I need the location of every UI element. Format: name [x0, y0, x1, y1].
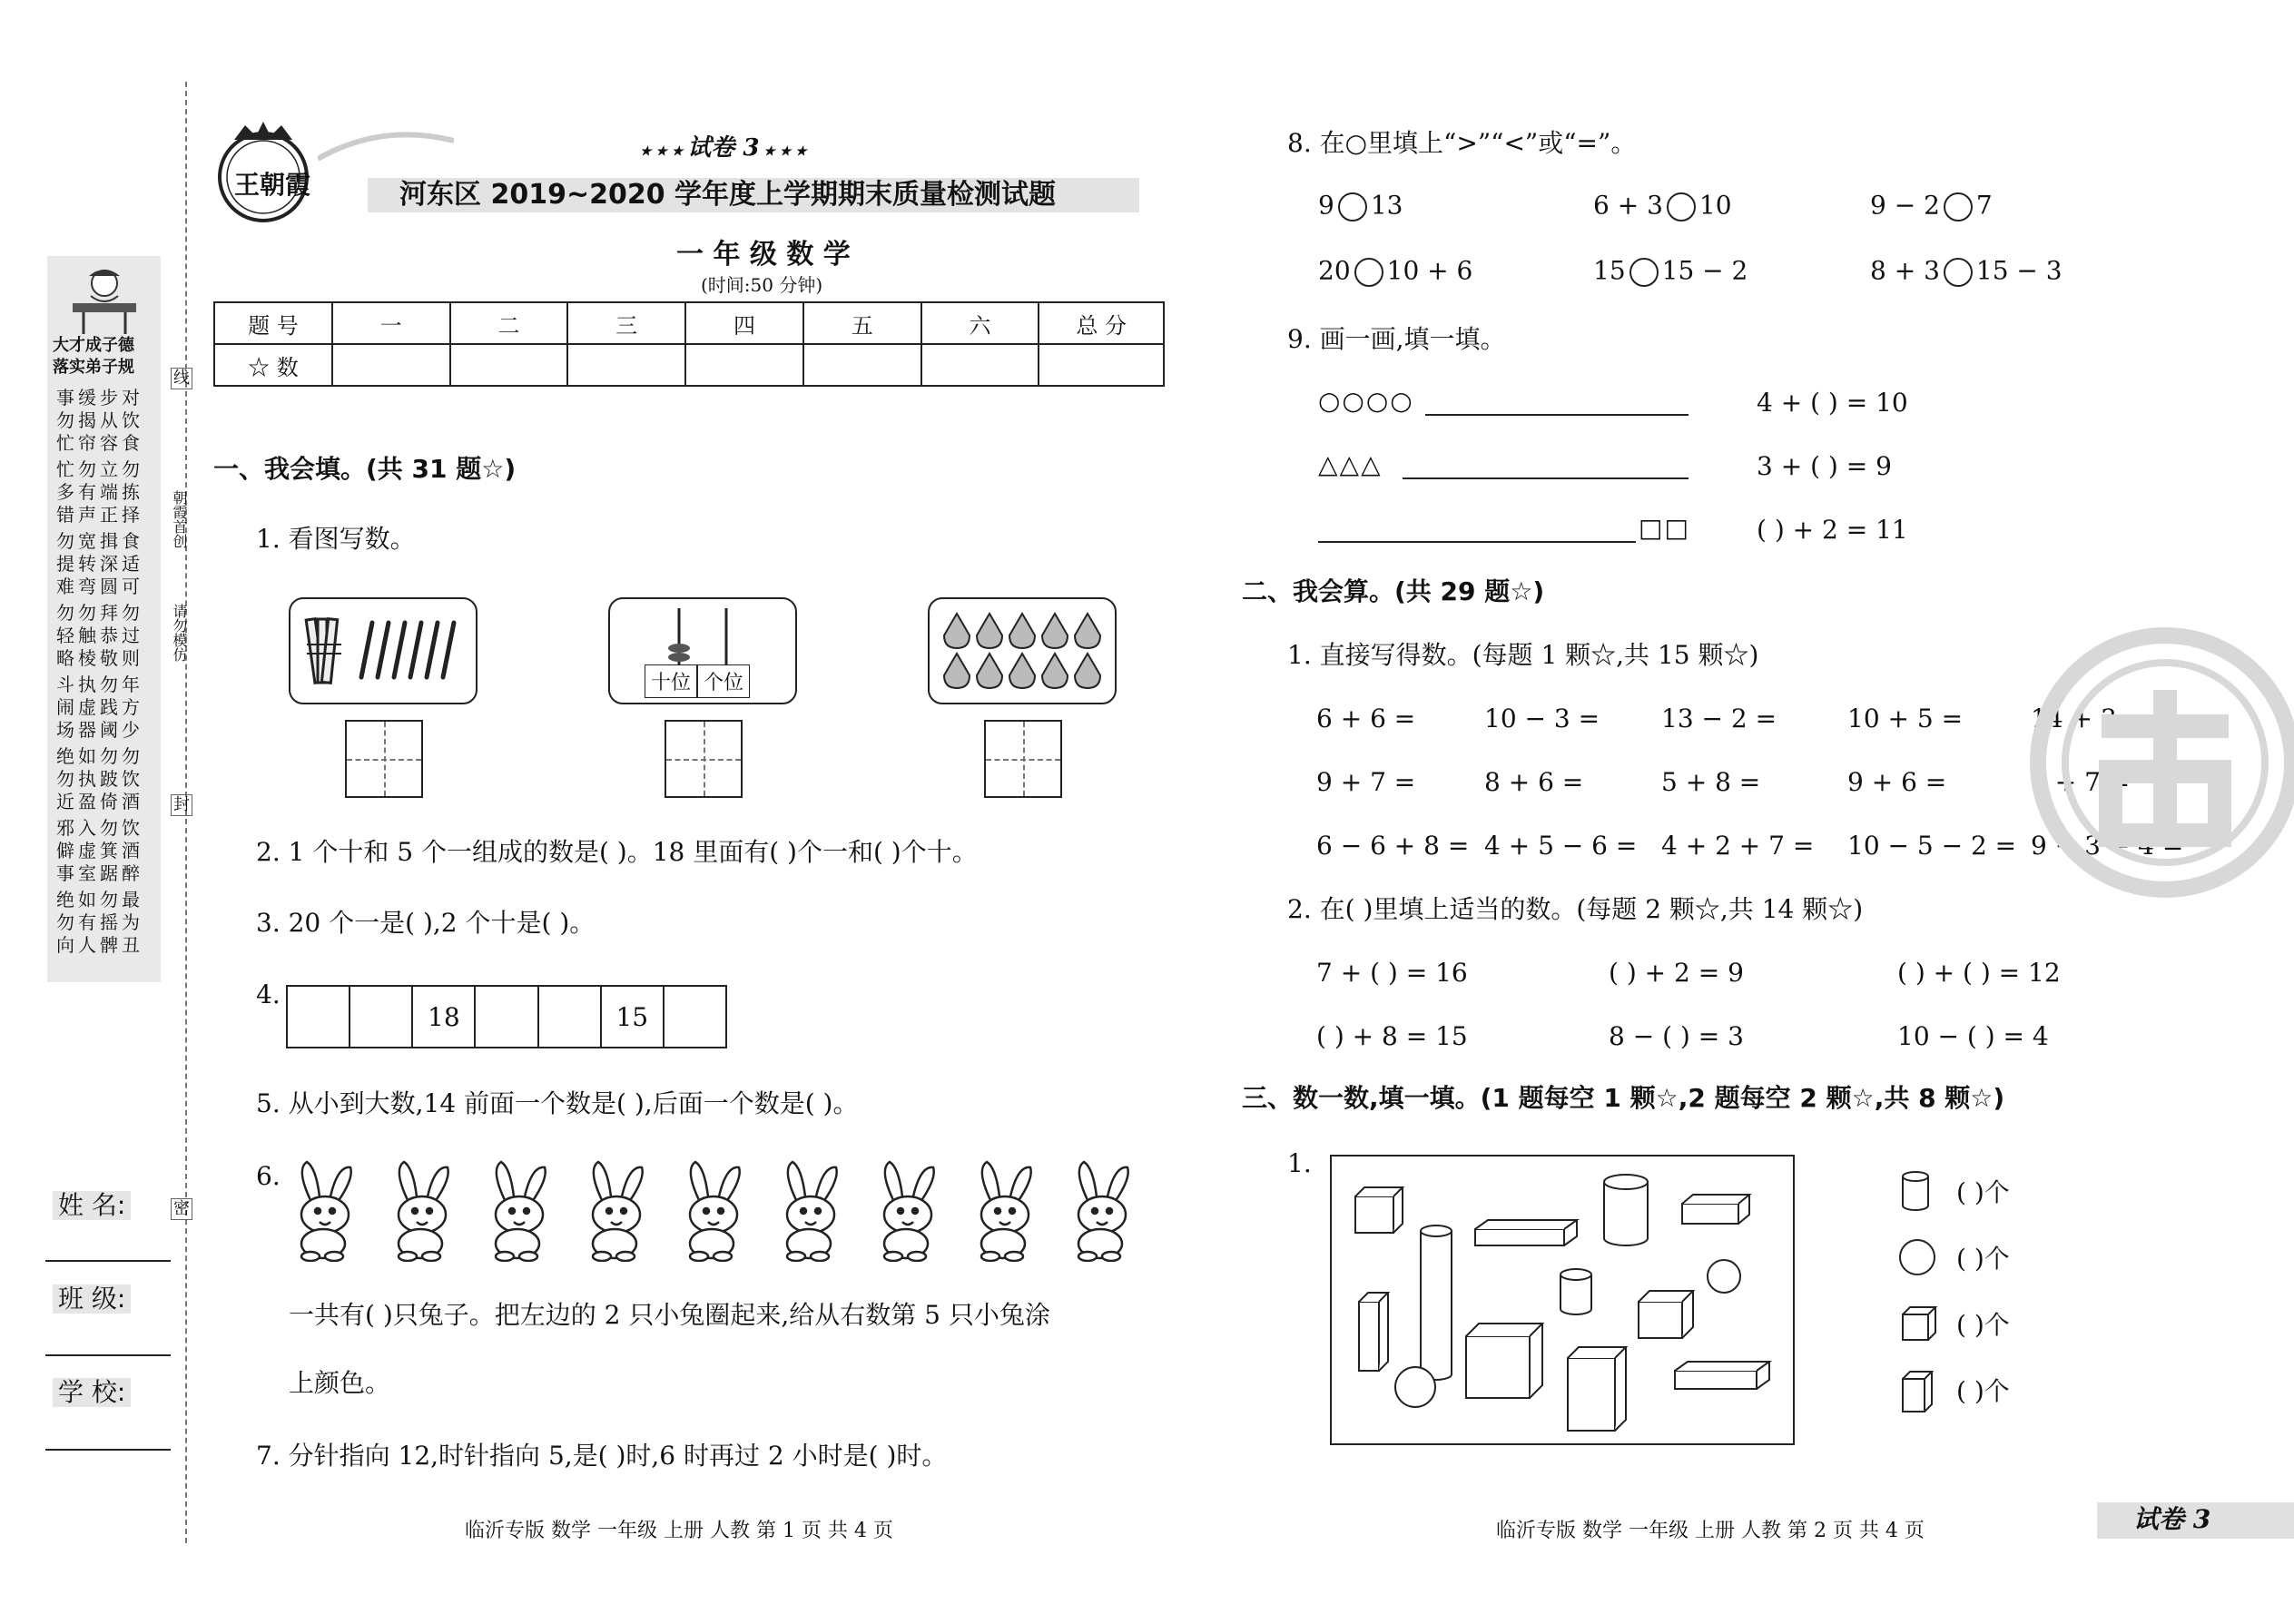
- compare-left: 9: [1318, 190, 1334, 221]
- sequence-blank-cell[interactable]: [665, 987, 725, 1047]
- sequence-blank-cell[interactable]: [539, 987, 602, 1047]
- score-stars-cell[interactable]: [803, 344, 921, 386]
- calc-item[interactable]: 3 + 7 =: [2031, 767, 2131, 797]
- seal-mi: 密: [171, 1198, 192, 1220]
- section-1-heading: 一、我会填。(共 31 题☆): [213, 454, 517, 484]
- logo-text: 王朝霞: [234, 170, 311, 200]
- q9-equation-2: 3 + ( ) = 9: [1757, 451, 1892, 481]
- score-stars-cell[interactable]: [685, 344, 803, 386]
- score-stars-cell[interactable]: [1039, 344, 1164, 386]
- sequence-blank-cell[interactable]: [476, 987, 538, 1047]
- sequence-blank-cell[interactable]: [350, 987, 413, 1047]
- compare-circle[interactable]: [1629, 258, 1659, 287]
- sidebar-precept-line: 事缓步对: [56, 387, 143, 408]
- score-header-cell: 总 分: [1039, 302, 1164, 344]
- sidebar-precept-line: 僻虚箕酒: [56, 840, 143, 861]
- rabbit-row: [283, 1160, 1155, 1262]
- count-label: 1.: [1287, 1148, 1312, 1178]
- q6-text-line1: 一共有( )只兔子。把左边的 2 只小兔圈起来,给从右数第 5 只小兔涂: [289, 1300, 1050, 1330]
- calc-item[interactable]: 9 − 3 + 4 =: [2031, 831, 2184, 861]
- fill-item[interactable]: ( ) + 8 = 15: [1316, 1021, 1468, 1051]
- calc-item[interactable]: 10 + 5 =: [1847, 704, 1964, 733]
- answer-box-3[interactable]: [984, 720, 1062, 798]
- sidebar-precept-line: 闹虚践方: [56, 696, 143, 718]
- sequence-cell: 18: [413, 987, 476, 1047]
- count-answer[interactable]: ( )个: [1956, 1244, 2010, 1274]
- sidebar-precept-line: 错声正择: [56, 504, 143, 526]
- calc-item[interactable]: 13 − 2 =: [1661, 704, 1777, 733]
- compare-left: 8 + 3: [1870, 255, 1940, 286]
- q6-text-line2: 上颜色。: [289, 1368, 391, 1398]
- calc-item[interactable]: 10 − 3 =: [1484, 704, 1600, 733]
- q3-text: 3. 20 个一是( ),2 个十是( )。: [256, 908, 596, 938]
- sidebar-precept-line: 绝如勿勿: [56, 745, 143, 767]
- count-answer[interactable]: ( )个: [1956, 1310, 2010, 1340]
- school-field[interactable]: [45, 1449, 171, 1451]
- q7-text: 7. 分针指向 12,时针指向 5,是( )时,6 时再过 2 小时是( )时。: [256, 1441, 948, 1471]
- calc-item[interactable]: 6 + 6 =: [1316, 704, 1416, 733]
- class-field[interactable]: [45, 1354, 171, 1356]
- school-label: 学 校:: [53, 1378, 131, 1407]
- compare-circle[interactable]: [1354, 258, 1383, 287]
- fill-item[interactable]: 7 + ( ) = 16: [1316, 958, 1468, 988]
- exam-title: 河东区 2019~2020 学年度上学期期末质量检测试题: [399, 179, 1057, 211]
- corner-series-label: 试卷 3: [2133, 1504, 2211, 1534]
- calc-item[interactable]: 9 + 6 =: [1847, 767, 1947, 797]
- compare-item: [1318, 255, 1473, 287]
- compare-left: 9 − 2: [1870, 190, 1940, 221]
- q4-label: 4.: [256, 979, 281, 1009]
- sidebar-precept-line: 轻触恭过: [56, 625, 143, 646]
- sidebar-precept-line: 多有端拣: [56, 481, 143, 503]
- q9-draw-line-2[interactable]: [1403, 477, 1689, 479]
- q9-triangles: △△△: [1318, 449, 1383, 479]
- score-header-cell: 五: [803, 302, 921, 344]
- sidebar-precept-line: 勿有摇为: [56, 911, 143, 933]
- sidebar-banner-1: 大才成子德: [53, 336, 134, 355]
- rabbit-icon[interactable]: [866, 1160, 953, 1262]
- compare-right: 15 − 3: [1975, 255, 2063, 286]
- sidebar-precept-line: 忙帘容食: [56, 432, 143, 454]
- sidebar-precept-line: 事室踞醉: [56, 862, 143, 884]
- compare-circle[interactable]: [1338, 192, 1367, 221]
- series-label: ★ ★ ★ 试卷 3 ★ ★ ★: [640, 134, 807, 162]
- score-header-cell: 三: [567, 302, 685, 344]
- compare-circle[interactable]: [1667, 192, 1696, 221]
- sidebar-precept-line: 场器阈少: [56, 719, 143, 741]
- calc-prompt: 1. 直接写得数。(每题 1 颗☆,共 15 颗☆): [1287, 640, 1759, 670]
- cube-icon: [1899, 1302, 1939, 1347]
- cylinder-icon: [1899, 1169, 1939, 1215]
- picture-pears: [928, 597, 1117, 704]
- compare-item: [1593, 192, 1732, 221]
- rabbit-icon[interactable]: [380, 1160, 468, 1262]
- sidebar-precept-line: 勿宽揖食: [56, 530, 143, 552]
- compare-left: 15: [1593, 255, 1626, 286]
- fill-item[interactable]: 10 − ( ) = 4: [1897, 1021, 2049, 1051]
- compare-item: [1318, 192, 1403, 221]
- compare-circle[interactable]: [1944, 192, 1973, 221]
- seal-xian: 线: [171, 368, 192, 389]
- sidebar-precept-line: 向人髀丑: [56, 934, 143, 956]
- score-table-stars-row: [214, 344, 1164, 386]
- picture-sticks: [289, 597, 478, 704]
- q9-equation-1: 4 + ( ) = 10: [1757, 388, 1908, 418]
- compare-item: [1593, 255, 1748, 287]
- class-label: 班 级:: [53, 1284, 131, 1314]
- score-table: [213, 301, 1165, 387]
- q9-draw-line-3[interactable]: [1318, 541, 1636, 543]
- q6-label: 6.: [256, 1161, 281, 1191]
- compare-left: 20: [1318, 255, 1351, 286]
- count-answer[interactable]: ( )个: [1956, 1177, 2010, 1207]
- sidebar-precept-line: 勿执跛饮: [56, 768, 143, 790]
- scholar-illustration: [64, 263, 145, 336]
- sphere-icon: [1899, 1235, 1939, 1281]
- rabbit-icon[interactable]: [769, 1160, 856, 1262]
- calc-item[interactable]: 8 + 6 =: [1484, 767, 1584, 797]
- exam-time: (时间:50 分钟): [701, 274, 823, 296]
- sidebar-precept-line: 难弯圆可: [56, 576, 143, 597]
- name-label: 姓 名:: [53, 1191, 131, 1220]
- page-footer-1: 临沂专版 数学 一年级 上册 人教 第 1 页 共 4 页: [465, 1520, 893, 1542]
- q9-circles: ○○○○: [1318, 386, 1414, 416]
- q9-prompt: 9. 画一画,填一填。: [1287, 324, 1506, 354]
- count-answer[interactable]: ( )个: [1956, 1376, 2010, 1406]
- sidebar-precept-line: 勿揭从饮: [56, 409, 143, 431]
- calc-item[interactable]: 4 + 5 − 6 =: [1484, 831, 1638, 861]
- sequence-cell: 15: [602, 987, 665, 1047]
- compare-right: 7: [1975, 190, 1993, 221]
- fill-item[interactable]: ( ) + ( ) = 12: [1897, 958, 2061, 988]
- q9-equation-3: ( ) + 2 = 11: [1757, 515, 1908, 545]
- compare-circle[interactable]: [1944, 258, 1973, 287]
- compare-right: 15 − 2: [1661, 255, 1748, 286]
- calc-item[interactable]: 6 − 6 + 8 =: [1316, 831, 1470, 861]
- fill-item[interactable]: 8 − ( ) = 3: [1609, 1021, 1744, 1051]
- rabbit-icon[interactable]: [478, 1160, 565, 1262]
- fill-prompt: 2. 在( )里填上适当的数。(每题 2 颗☆,共 14 颗☆): [1287, 894, 1864, 924]
- sidebar-precept-line: 勿勿拜勿: [56, 602, 143, 624]
- score-header-cell: 一: [332, 302, 450, 344]
- calc-item[interactable]: 14 + 3 =: [2031, 704, 2147, 733]
- number-sequence-strip: [286, 985, 727, 1048]
- answer-box-2[interactable]: [665, 720, 743, 798]
- ribbon-decoration: [318, 123, 454, 177]
- sidebar-note-2: 请勿模仿: [171, 604, 188, 662]
- sequence-blank-cell[interactable]: [288, 987, 350, 1047]
- q9-squares: □□: [1639, 513, 1690, 543]
- fill-item[interactable]: ( ) + 2 = 9: [1609, 958, 1744, 988]
- sidebar-precept-line: 近盈倚酒: [56, 791, 143, 812]
- subject-title: 一 年 级 数 学: [676, 239, 851, 271]
- q5-text: 5. 从小到大数,14 前面一个数是( ),后面一个数是( )。: [256, 1088, 859, 1118]
- calc-item[interactable]: 9 + 7 =: [1316, 767, 1416, 797]
- rabbit-icon[interactable]: [672, 1160, 759, 1262]
- q8-prompt: 8. 在○里填上“>”“<”或“=”。: [1287, 128, 1637, 158]
- q2-text: 2. 1 个十和 5 个一组成的数是( )。18 里面有( )个一和( )个十。: [256, 837, 978, 867]
- calc-item[interactable]: 4 + 2 + 7 =: [1661, 831, 1815, 861]
- calc-item[interactable]: 10 − 5 − 2 =: [1847, 831, 2017, 861]
- answer-box-1[interactable]: [345, 720, 423, 798]
- compare-left: 6 + 3: [1593, 190, 1663, 221]
- sidebar-precept-line: 斗执勿年: [56, 674, 143, 695]
- q1-prompt: 1. 看图写数。: [256, 524, 416, 554]
- abacus-place-labels: [645, 664, 750, 698]
- q9-draw-line-1[interactable]: [1425, 414, 1689, 416]
- seal-feng: 封: [171, 794, 192, 816]
- score-header-cell: 二: [450, 302, 568, 344]
- rabbit-icon[interactable]: [283, 1160, 370, 1262]
- score-stars-cell[interactable]: [332, 344, 450, 386]
- rabbit-icon[interactable]: [575, 1160, 662, 1262]
- compare-right: 13: [1370, 190, 1403, 221]
- sidebar-precept-line: 邪入勿饮: [56, 817, 143, 839]
- score-stars-cell[interactable]: [921, 344, 1039, 386]
- score-header-cell: 六: [921, 302, 1039, 344]
- rabbit-icon[interactable]: [1060, 1160, 1147, 1262]
- compare-right: 10 + 6: [1386, 255, 1473, 286]
- score-stars-cell[interactable]: [567, 344, 685, 386]
- sidebar-precept-line: 忙勿立勿: [56, 458, 143, 480]
- solids-picture: [1330, 1155, 1795, 1445]
- name-field[interactable]: [45, 1260, 171, 1262]
- confidential-watermark: [2029, 626, 2294, 899]
- score-table-header-row: [214, 302, 1164, 344]
- sidebar-note-1: 朝霞首创: [171, 490, 188, 548]
- score-stars-cell: ☆ 数: [214, 344, 332, 386]
- score-header-cell: 四: [685, 302, 803, 344]
- tens-label: 十位: [645, 664, 697, 698]
- compare-item: [1870, 192, 1993, 221]
- calc-item[interactable]: 5 + 8 =: [1661, 767, 1761, 797]
- score-header-cell: 题 号: [214, 302, 332, 344]
- section-2-heading: 二、我会算。(共 29 题☆): [1242, 576, 1545, 606]
- rabbit-icon[interactable]: [963, 1160, 1050, 1262]
- sidebar-banner-2: 落实弟子规: [53, 358, 134, 377]
- sidebar-precept-line: 绝如勿最: [56, 889, 143, 910]
- sidebar-precept-line: 提转深适: [56, 553, 143, 575]
- section-3-heading: 三、数一数,填一填。(1 题每空 1 颗☆,2 题每空 2 颗☆,共 8 颗☆): [1242, 1083, 2005, 1113]
- compare-item: [1870, 255, 2063, 287]
- ones-label: 个位: [697, 664, 750, 698]
- page-footer-2: 临沂专版 数学 一年级 上册 人教 第 2 页 共 4 页: [1496, 1520, 1925, 1542]
- score-stars-cell[interactable]: [450, 344, 568, 386]
- cuboid-icon: [1899, 1368, 1939, 1413]
- sidebar-precept-line: 略棱敬则: [56, 647, 143, 669]
- compare-right: 10: [1698, 190, 1732, 221]
